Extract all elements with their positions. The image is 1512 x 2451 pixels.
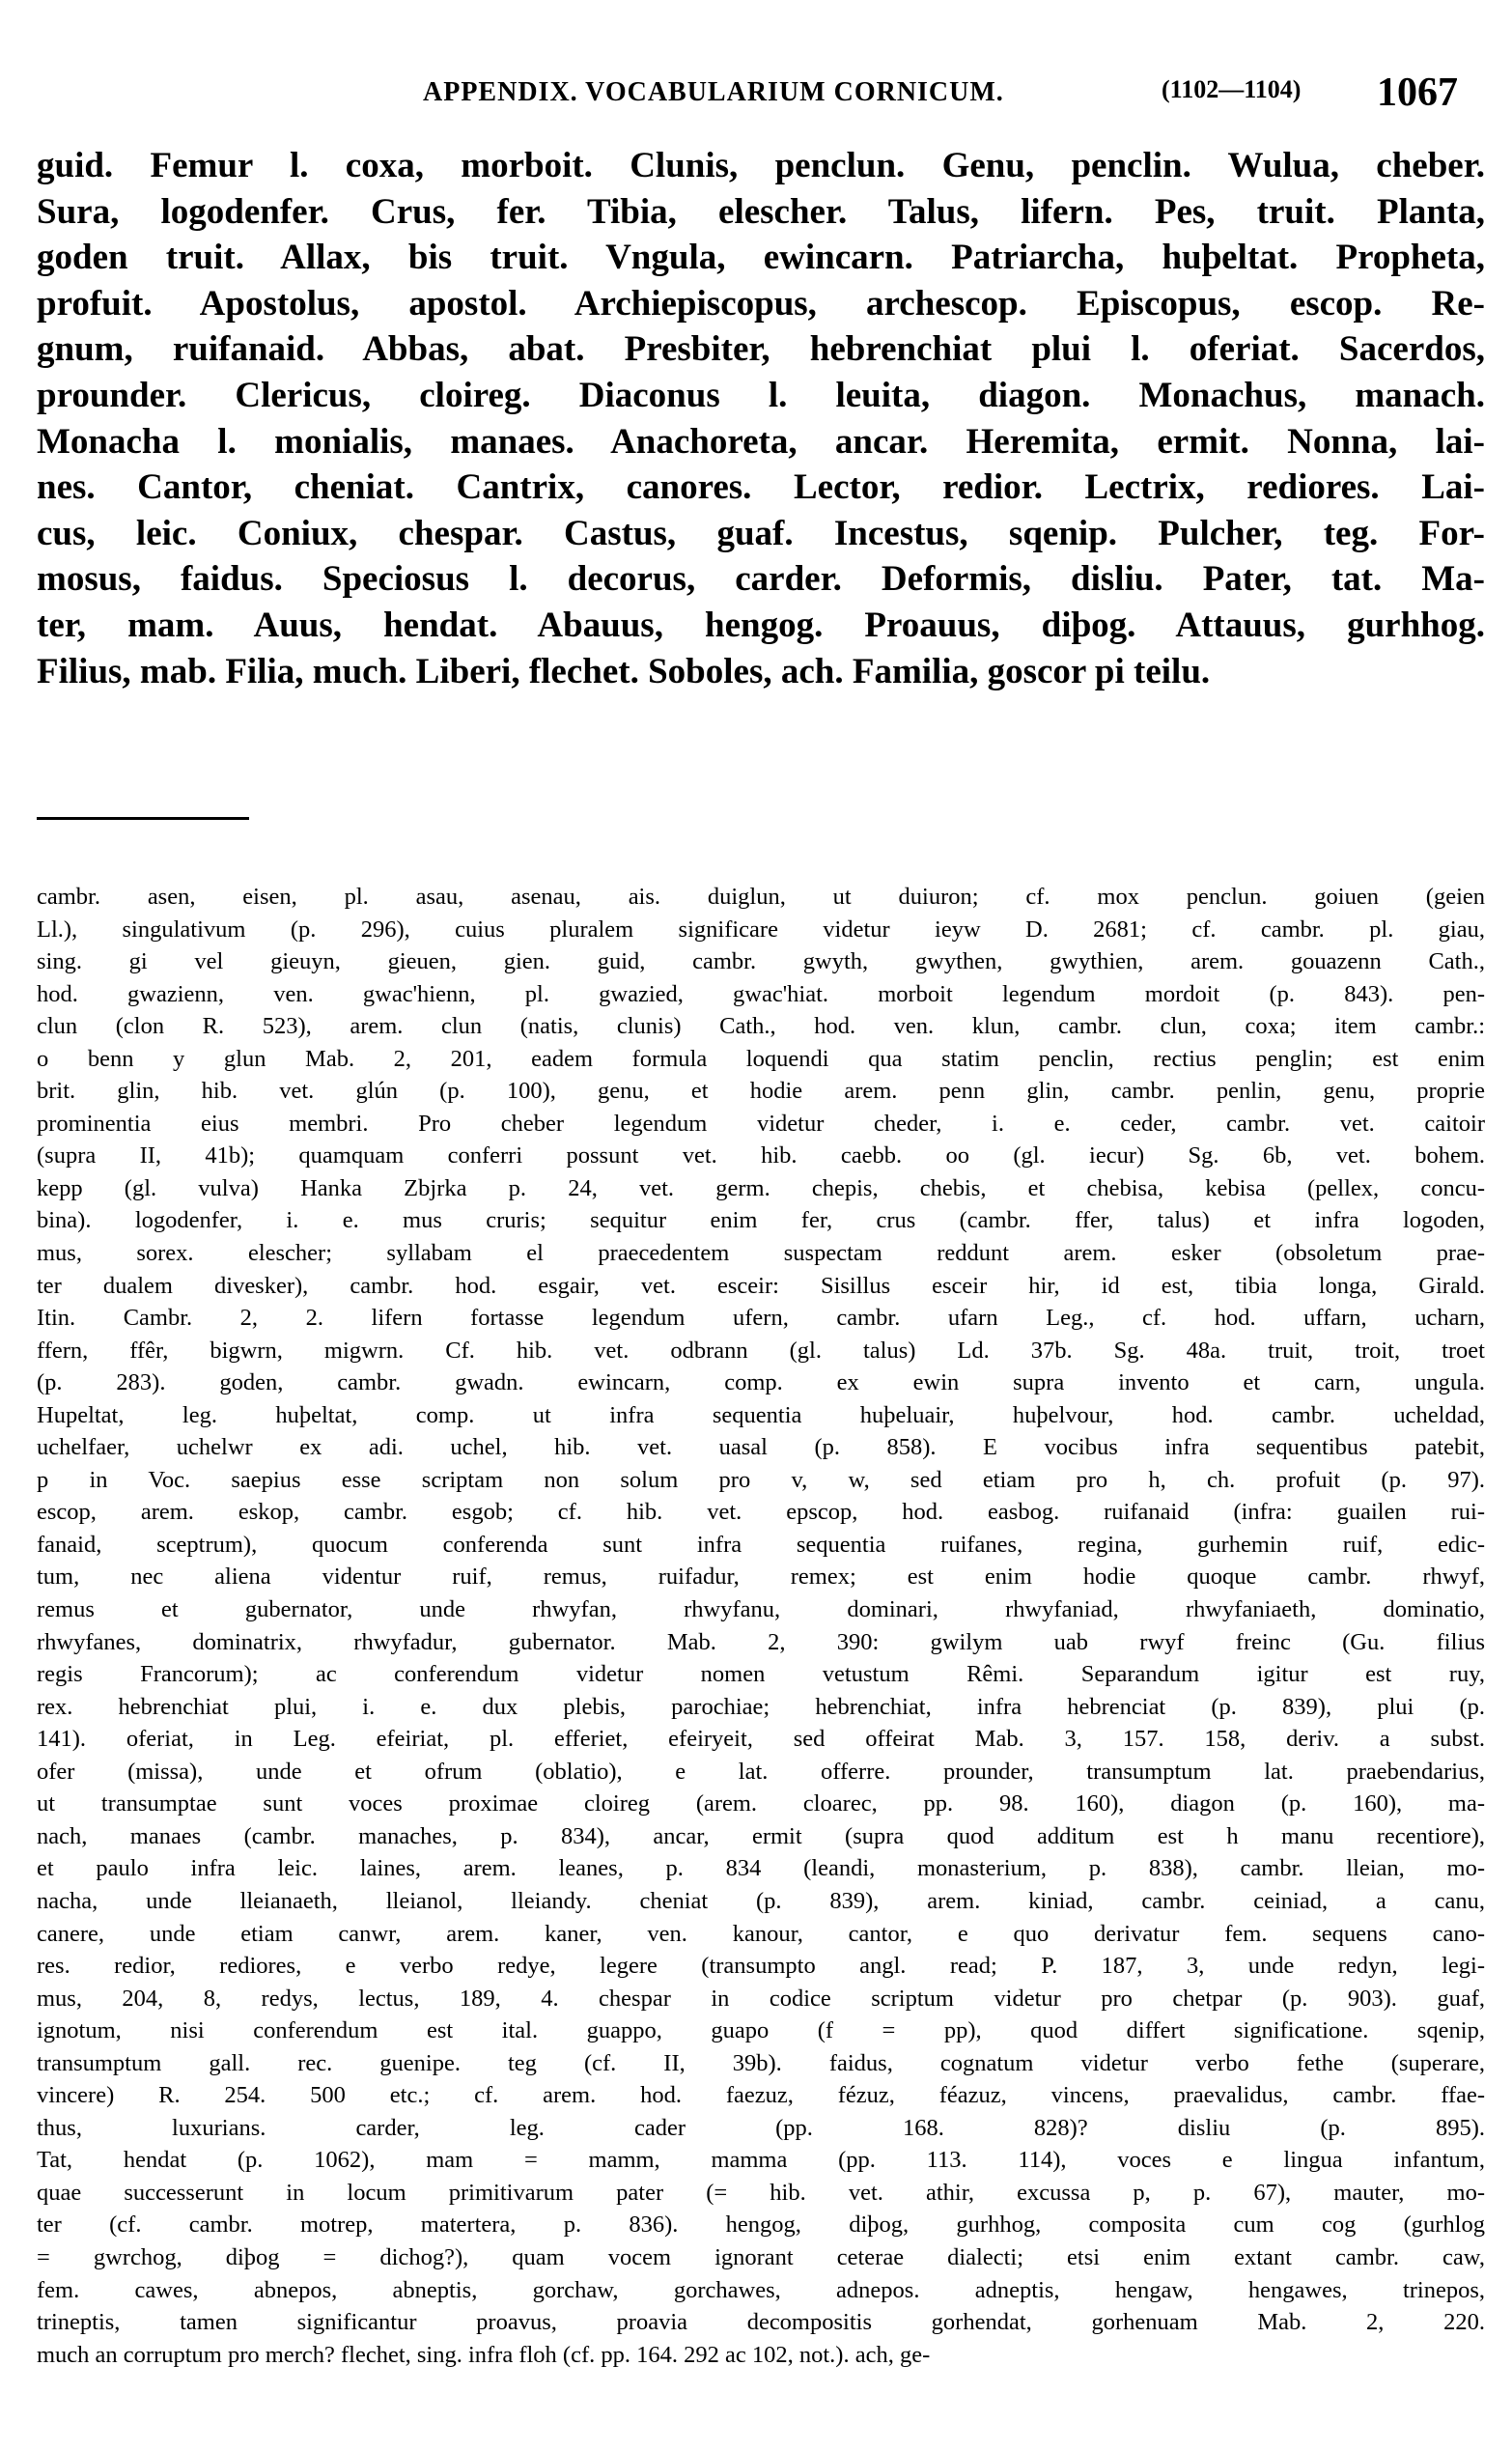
note-line: clun (clon R. 523), arem. clun (natis, clunis) Cath., hod. ven. klun, cambr. clun, coxa; item cambr.: bbox=[37, 1013, 1485, 1040]
note-line: ofer (missa), unde et ofrum (oblatio), e lat. offerre. prounder, transumptum lat. praebendarius, bbox=[37, 1758, 1485, 1785]
note-line: rex. hebrenchiat plui, i. e. dux plebis, parochiae; hebrenchiat, infra hebrenciat (p. 839), plui (p. bbox=[37, 1693, 1485, 1720]
note-line: res. redior, rediores, e verbo redye, legere (transumpto angl. read; P. 187, 3, unde redyn, legi- bbox=[37, 1953, 1485, 1980]
note-line: ter (cf. cambr. motrep, matertera, p. 836). hengog, diþog, gurhhog, composita cum cog (gurhlog bbox=[37, 2212, 1485, 2239]
note-line: bina). logodenfer, i. e. mus cruris; sequitur enim fer, crus (cambr. ffer, talus) et infra logoden, bbox=[37, 1207, 1485, 1234]
note-line: Tat, hendat (p. 1062), mam = mamm, mamma (pp. 113. 114), voces e lingua infantum, bbox=[37, 2147, 1485, 2174]
note-line: canere, unde etiam canwr, arem. kaner, ven. kanour, cantor, e quo derivatur fem. sequens cano- bbox=[37, 1920, 1485, 1947]
note-line: et paulo infra leic. laines, arem. leanes, p. 834 (leandi, monasterium, p. 838), cambr. lleian, mo- bbox=[37, 1855, 1485, 1882]
note-line: brit. glin, hib. vet. glún (p. 100), genu, et hodie arem. penn glin, cambr. penlin, genu, proprie bbox=[37, 1078, 1485, 1105]
note-line: = gwrchog, diþog = dichog?), quam vocem ignorant ceterae dialecti; etsi enim extant cambr. caw, bbox=[37, 2243, 1485, 2270]
vocabulary-line: gnum, ruifanaid. Abbas, abat. Presbiter, hebrenchiat plui l. oferiat. Sacerdos, bbox=[37, 329, 1485, 370]
note-line: ter dualem divesker), cambr. hod. esgair, vet. esceir: Sisillus esceir hir, id est, tibia longa, Girald. bbox=[37, 1272, 1485, 1299]
vocabulary-line: goden truit. Allax, bis truit. Vngula, ewincarn. Patriarcha, huþeltat. Propheta, bbox=[37, 238, 1485, 278]
header-title: APPENDIX. VOCABULARIUM CORNICUM. bbox=[423, 77, 1004, 107]
note-line: 141). oferiat, in Leg. efeiriat, pl. efferiet, efeiryeit, sed offeirat Mab. 3, 157. 158, deriv. a subst. bbox=[37, 1726, 1485, 1753]
note-line: thus, luxurians. carder, leg. cader (pp. 168. 828)? disliu (p. 895). bbox=[37, 2114, 1485, 2141]
note-line: ffern, ffêr, bigwrn, migwrn. Cf. hib. vet. odbrann (gl. talus) Ld. 37b. Sg. 48a. truit, troit, troet bbox=[37, 1337, 1485, 1364]
vocabulary-line: Filius, mab. Filia, much. Liberi, flechet. Soboles, ach. Familia, goscor pi teilu. bbox=[37, 651, 1211, 691]
note-line: sing. gi vel gieuyn, gieuen, gien. guid, cambr. gwyth, gwythen, gwythien, arem. gouazenn Cath., bbox=[37, 948, 1485, 975]
note-line: Itin. Cambr. 2, 2. lifern fortasse legendum ufern, cambr. ufarn Leg., cf. hod. uffarn, ucharn, bbox=[37, 1305, 1485, 1332]
note-line: mus, 204, 8, redys, lectus, 189, 4. chespar in codice scriptum videtur pro chetpar (p. 903). guaf, bbox=[37, 1985, 1485, 2012]
vocabulary-line: prounder. Clericus, cloireg. Diaconus l. leuita, diagon. Monachus, manach. bbox=[37, 375, 1485, 415]
note-line: cambr. asen, eisen, pl. asau, asenau, ais. duiglun, ut duiuron; cf. mox penclun. goiuen (geien bbox=[37, 884, 1485, 910]
note-line: escop, arem. eskop, cambr. esgob; cf. hib. vet. epscop, hod. easbog. ruifanaid (infra: guailen rui- bbox=[37, 1499, 1485, 1526]
vocabulary-line: cus, leic. Coniux, chespar. Castus, guaf. Incestus, sqenip. Pulcher, teg. For- bbox=[37, 513, 1485, 553]
vocabulary-line: guid. Femur l. coxa, morboit. Clunis, penclun. Genu, penclin. Wulua, cheber. bbox=[37, 146, 1485, 185]
note-line: fanaid, sceptrum), quocum conferenda sunt infra sequentia ruifanes, regina, gurhemin ruif, edic- bbox=[37, 1531, 1485, 1558]
note-line: fem. cawes, abnepos, abneptis, gorchaw, gorchawes, adnepos. adneptis, hengaw, hengawes, trinepos, bbox=[37, 2276, 1485, 2303]
note-line: trineptis, tamen significantur proavus, proavia decompositis gorhendat, gorhenuam Mab. 2, 220. bbox=[37, 2309, 1485, 2336]
note-line: quae successerunt in locum primitivarum pater (= hib. vet. athir, excussa p, p. 67), mauter, mo- bbox=[37, 2179, 1485, 2206]
vocabulary-line: Monacha l. monialis, manaes. Anachoreta, ancar. Heremita, ermit. Nonna, lai- bbox=[37, 421, 1485, 462]
note-line: (supra II, 41b); quamquam conferri possunt vet. hib. caebb. oo (gl. iecur) Sg. 6b, vet. bohem. bbox=[37, 1142, 1485, 1169]
note-line: ut transumptae sunt voces proximae cloireg (arem. cloarec, pp. 98. 160), diagon (p. 160), ma- bbox=[37, 1790, 1485, 1817]
note-line: much an corruptum pro merch? flechet, sing. infra floh (cf. pp. 164. 292 ac 102, not.). ach, ge- bbox=[37, 2341, 931, 2368]
note-line: remus et gubernator, unde rhwyfan, rhwyfanu, dominari, rhwyfaniad, rhwyfaniaeth, dominatio, bbox=[37, 1596, 1485, 1623]
vocabulary-line: nes. Cantor, cheniat. Cantrix, canores. Lector, redior. Lectrix, rediores. Lai- bbox=[37, 467, 1485, 508]
note-line: transumptum gall. rec. guenipe. teg (cf. II, 39b). faidus, cognatum videtur verbo fethe (superare, bbox=[37, 2049, 1485, 2076]
vocabulary-line: Sura, logodenfer. Crus, fer. Tibia, elescher. Talus, lifern. Pes, truit. Planta, bbox=[37, 191, 1485, 232]
vocabulary-line: mosus, faidus. Speciosus l. decorus, carder. Deformis, disliu. Pater, tat. Ma- bbox=[37, 559, 1485, 600]
note-line: regis Francorum); ac conferendum videtur nomen vetustum Rêmi. Separandum igitur est ruy, bbox=[37, 1661, 1485, 1688]
note-line: Ll.), singulativum (p. 296), cuius pluralem significare videtur ieyw D. 2681; cf. cambr. pl. giau, bbox=[37, 916, 1485, 943]
vocabulary-line: ter, mam. Auus, hendat. Abauus, hengog. Proauus, diþog. Attauus, gurhhog. bbox=[37, 605, 1485, 645]
note-line: uchelfaer, uchelwr ex adi. uchel, hib. vet. uasal (p. 858). E vocibus infra sequentibus patebit, bbox=[37, 1434, 1485, 1461]
note-line: hod. gwazienn, ven. gwac'hienn, pl. gwazied, gwac'hiat. morboit legendum mordoit (p. 843). pen- bbox=[37, 980, 1485, 1007]
note-line: nach, manaes (cambr. manaches, p. 834), ancar, ermit (supra quod additum est h manu recentiore), bbox=[37, 1822, 1485, 1849]
note-line: mus, sorex. elescher; syllabam el praecedentem suspectam reddunt arem. esker (obsoletum prae- bbox=[37, 1240, 1485, 1267]
note-line: nacha, unde lleianaeth, lleianol, lleiandy. cheniat (p. 839), arem. kiniad, cambr. ceiniad, a canu, bbox=[37, 1887, 1485, 1914]
running-header bbox=[37, 70, 1485, 118]
note-line: kepp (gl. vulva) Hanka Zbjrka p. 24, vet. germ. chepis, chebis, et chebisa, kebisa (pellex, concu- bbox=[37, 1174, 1485, 1201]
note-line: (p. 283). goden, cambr. gwadn. ewincarn, comp. ex ewin supra invento et carn, ungula. bbox=[37, 1369, 1485, 1396]
note-line: tum, nec aliena videntur ruif, remus, ruifadur, remex; est enim hodie quoque cambr. rhwyf, bbox=[37, 1564, 1485, 1591]
page-number: 1067 bbox=[1377, 70, 1458, 115]
note-line: o benn y glun Mab. 2, 201, eadem formula loquendi qua statim penclin, rectius penglin; est enim bbox=[37, 1045, 1485, 1072]
note-line: prominentia eius membri. Pro cheber legendum videtur cheder, i. e. ceder, cambr. vet. caitoir bbox=[37, 1110, 1485, 1137]
vocabulary-text bbox=[37, 143, 1485, 694]
book-page bbox=[37, 0, 1485, 2451]
vocabulary-line: profuit. Apostolus, apostol. Archiepiscopus, archescop. Episcopus, escop. Re- bbox=[37, 283, 1485, 324]
note-line: ignotum, nisi conferendum est ital. guappo, guapo (f = pp), quod differt significatione. sqenip, bbox=[37, 2017, 1485, 2044]
note-line: rhwyfanes, dominatrix, rhwyfadur, gubernator. Mab. 2, 390: gwilym uab rwyf freinc (Gu. filius bbox=[37, 1628, 1485, 1655]
footnote-divider bbox=[37, 817, 249, 820]
header-section-range: (1102—1104) bbox=[1162, 75, 1302, 103]
note-line: p in Voc. saepius esse scriptam non solum pro v, w, sed etiam pro h, ch. profuit (p. 97). bbox=[37, 1466, 1485, 1493]
note-line: Hupeltat, leg. huþeltat, comp. ut infra sequentia huþeluair, huþelvour, hod. cambr. ucheldad, bbox=[37, 1401, 1485, 1428]
note-line: vincere) R. 254. 500 etc.; cf. arem. hod. faezuz, fézuz, féazuz, vincens, praevalidus, cambr. ffae- bbox=[37, 2082, 1485, 2109]
commentary-notes bbox=[37, 881, 1485, 2371]
